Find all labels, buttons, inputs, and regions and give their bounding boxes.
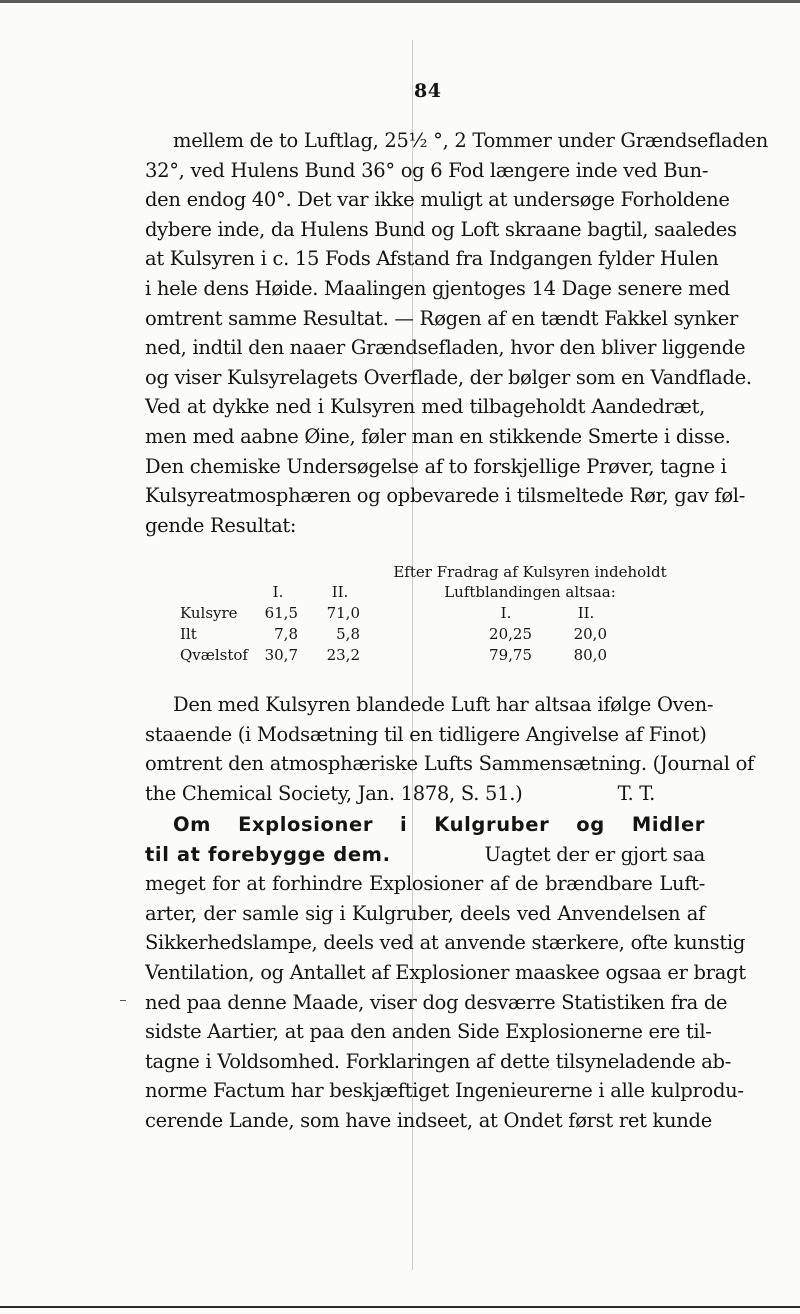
text-line: og viser Kulsyrelagets Overflade, der bølger som en Vandflade. bbox=[145, 365, 752, 389]
section-heading-line bbox=[145, 810, 705, 840]
section-heading-continued: til at forebygge dem. bbox=[145, 842, 391, 866]
cell-right-i: 20,25 bbox=[489, 625, 532, 643]
text-line: 32°, ved Hulens Bund 36° og 6 Fod længere inde ved Bun- bbox=[145, 158, 709, 182]
text-line: dybere inde, da Hulens Bund og Loft skraane bagtil, saaledes bbox=[145, 217, 737, 241]
text-fragment: Uagtet der er gjort saa bbox=[484, 842, 705, 866]
cell-right-ii: 80,0 bbox=[573, 646, 607, 664]
text-line: Ved at dykke ned i Kulsyren med tilbageholdt Aandedræt, bbox=[145, 395, 705, 419]
text-line: omtrent samme Resultat. — Røgen af en tændt Fakkel synker bbox=[145, 306, 739, 330]
text-line: i hele dens Høide. Maalingen gjentoges 14 Dage senere med bbox=[145, 276, 730, 300]
cell-right-i: 79,75 bbox=[489, 646, 532, 664]
text-line: cerende Lande, som have indseet, at Ondet først ret kunde bbox=[145, 1108, 712, 1132]
table-right-header bbox=[370, 562, 690, 602]
text-line: gende Resultat: bbox=[145, 513, 297, 537]
cell-i: 30,7 bbox=[264, 646, 298, 664]
text-line: at Kulsyren i c. 15 Fods Afstand fra Indgangen fylder Hulen bbox=[145, 247, 719, 271]
col-header-right-i: I. bbox=[500, 604, 512, 622]
text-line: sidste Aartier, at paa den anden Side Explosionerne ere til- bbox=[145, 1020, 712, 1044]
author-signature: T. T. bbox=[617, 781, 655, 805]
margin-mark bbox=[120, 1000, 126, 1001]
col-header-ii: II. bbox=[331, 583, 349, 601]
section-heading-line bbox=[145, 840, 705, 870]
row-label: Kulsyre bbox=[180, 604, 238, 622]
section-explosions bbox=[145, 810, 746, 1136]
text-line: arter, der samle sig i Kulgruber, deels ved Anvendelsen af bbox=[145, 901, 705, 925]
cell-ii: 5,8 bbox=[336, 625, 360, 643]
text-line: Sikkerhedslampe, deels ved at anvende stærkere, ofte kunstig bbox=[145, 931, 746, 955]
text-line: meget for at forhindre Explosioner af de brændbare Luft- bbox=[145, 872, 705, 896]
col-header-right-ii: II. bbox=[577, 604, 595, 622]
text-line: Ventilation, og Antallet af Explosioner maaskee ogsaa er bragt bbox=[145, 960, 746, 984]
text-line: Kulsyreatmosphæren og opbevarede i tilsmeltede Rør, gav føl- bbox=[145, 484, 745, 508]
section-heading: Om Explosioner i Kulgruber og Midler bbox=[173, 813, 705, 836]
row-label: Qvælstof bbox=[180, 646, 248, 664]
cell-ii: 23,2 bbox=[326, 646, 360, 664]
bottom-edge-rule bbox=[0, 1306, 800, 1308]
cell-ii: 71,0 bbox=[326, 604, 360, 622]
cell-i: 61,5 bbox=[264, 604, 298, 622]
cell-i: 7,8 bbox=[274, 625, 298, 643]
text-line: mellem de to Luftlag, 25½ °, 2 Tommer under Grændsefladen bbox=[173, 129, 769, 152]
text-line: den endog 40°. Det var ikke muligt at undersøge Forholdene bbox=[145, 188, 730, 212]
text-line: tagne i Voldsomhed. Forklaringen af dette tilsyneladende ab- bbox=[145, 1049, 732, 1073]
table-right-header-line1: Efter Fradrag af Kulsyren indeholdt bbox=[393, 563, 667, 581]
text-line: ned paa denne Maade, viser dog desværre Statistiken fra de bbox=[145, 990, 728, 1014]
text-line: omtrent den atmosphæriske Lufts Sammensætning. (Journal of bbox=[145, 752, 754, 776]
cell-right-ii: 20,0 bbox=[573, 625, 607, 643]
page-number: 84 bbox=[414, 80, 442, 102]
text-line: ned, indtil den naaer Grændsefladen, hvor den bliver liggende bbox=[145, 336, 746, 360]
text-line: Den chemiske Undersøgelse af to forskjellige Prøver, tagne i bbox=[145, 454, 727, 478]
paragraph-conclusion bbox=[145, 690, 754, 808]
row-label: Ilt bbox=[180, 625, 197, 643]
paragraph-cave-measurements bbox=[145, 126, 769, 540]
text-line bbox=[145, 779, 705, 809]
table-right-header-line2: Luftblandingen altsaa: bbox=[444, 583, 616, 601]
text-line: norme Factum har beskjæftiget Ingenieurerne i alle kulprodu- bbox=[145, 1079, 744, 1103]
text-line: Den med Kulsyren blandede Luft har altsaa ifølge Oven- bbox=[173, 693, 714, 716]
top-edge-rule bbox=[0, 0, 800, 3]
text-line: staaende (i Modsætning til en tidligere Angivelse af Finot) bbox=[145, 722, 707, 746]
col-header-i: I. bbox=[272, 583, 284, 601]
text-line: men med aabne Øine, føler man en stikkende Smerte i disse. bbox=[145, 424, 731, 448]
citation-text: the Chemical Society, Jan. 1878, S. 51.) bbox=[145, 781, 523, 805]
